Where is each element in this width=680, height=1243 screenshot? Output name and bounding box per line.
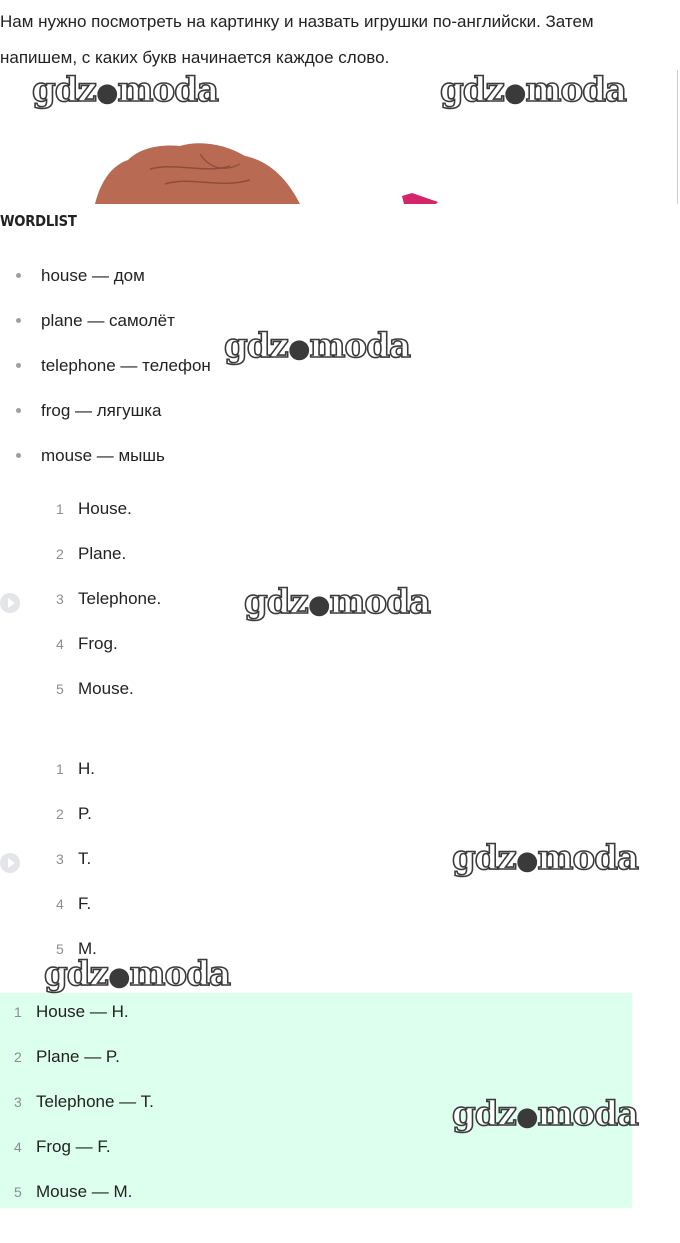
list-item: 1 House — H. <box>14 1001 129 1021</box>
list-item: 5 Mouse. <box>56 678 134 698</box>
step1-list <box>56 486 161 711</box>
illustration-shape <box>95 143 300 204</box>
illustration-pink-shape <box>402 193 438 204</box>
list-item: 4 F. <box>56 893 92 913</box>
list-item: 2 Plane. <box>56 543 127 563</box>
bullet-icon <box>16 318 21 323</box>
list-item: 3 Telephone — T. <box>14 1091 154 1111</box>
answer-list <box>14 989 154 1214</box>
watermark: gdz●moda <box>32 70 219 110</box>
list-item: 1 House. <box>56 498 132 518</box>
list-item: 5 Mouse — M. <box>14 1181 133 1201</box>
watermark: gdz●moda <box>440 70 627 110</box>
watermark: gdz●moda <box>452 838 639 878</box>
list-item: 3 Telephone. <box>56 588 162 608</box>
list-item: 3 T. <box>56 848 92 868</box>
list-item: 1 H. <box>56 758 95 778</box>
intro-text: Нам нужно посмотреть на картинку и назвать игрушки по-английски. Затем напишем, с каких букв начинается каждое слово. <box>0 12 594 67</box>
step2-list <box>56 746 97 971</box>
watermark: gdz●moda <box>452 1094 639 1134</box>
list-item: 4 Frog — F. <box>14 1136 111 1156</box>
list-item: frog — лягушка <box>16 388 211 433</box>
list-item: 4 Frog. <box>56 633 118 653</box>
list-item: mouse — мышь <box>16 433 211 478</box>
list-item: 2 Plane — P. <box>14 1046 120 1066</box>
play-icon[interactable] <box>0 853 20 873</box>
list-item: 5 M. <box>56 938 97 958</box>
bullet-icon <box>16 273 21 278</box>
watermark: gdz●moda <box>224 326 411 366</box>
wordlist-title: WORDLIST <box>0 212 77 230</box>
bullet-icon <box>16 453 21 458</box>
watermark: gdz●moda <box>44 954 231 994</box>
play-icon[interactable] <box>0 593 20 613</box>
list-item: 2 P. <box>56 803 92 823</box>
divider <box>677 70 678 204</box>
list-item: house — дом <box>16 253 211 298</box>
wordlist <box>16 253 211 478</box>
bullet-icon <box>16 363 21 368</box>
bullet-icon <box>16 408 21 413</box>
watermark: gdz●moda <box>244 582 431 622</box>
list-item: plane — самолёт <box>16 298 211 343</box>
list-item: telephone — телефон <box>16 343 211 388</box>
